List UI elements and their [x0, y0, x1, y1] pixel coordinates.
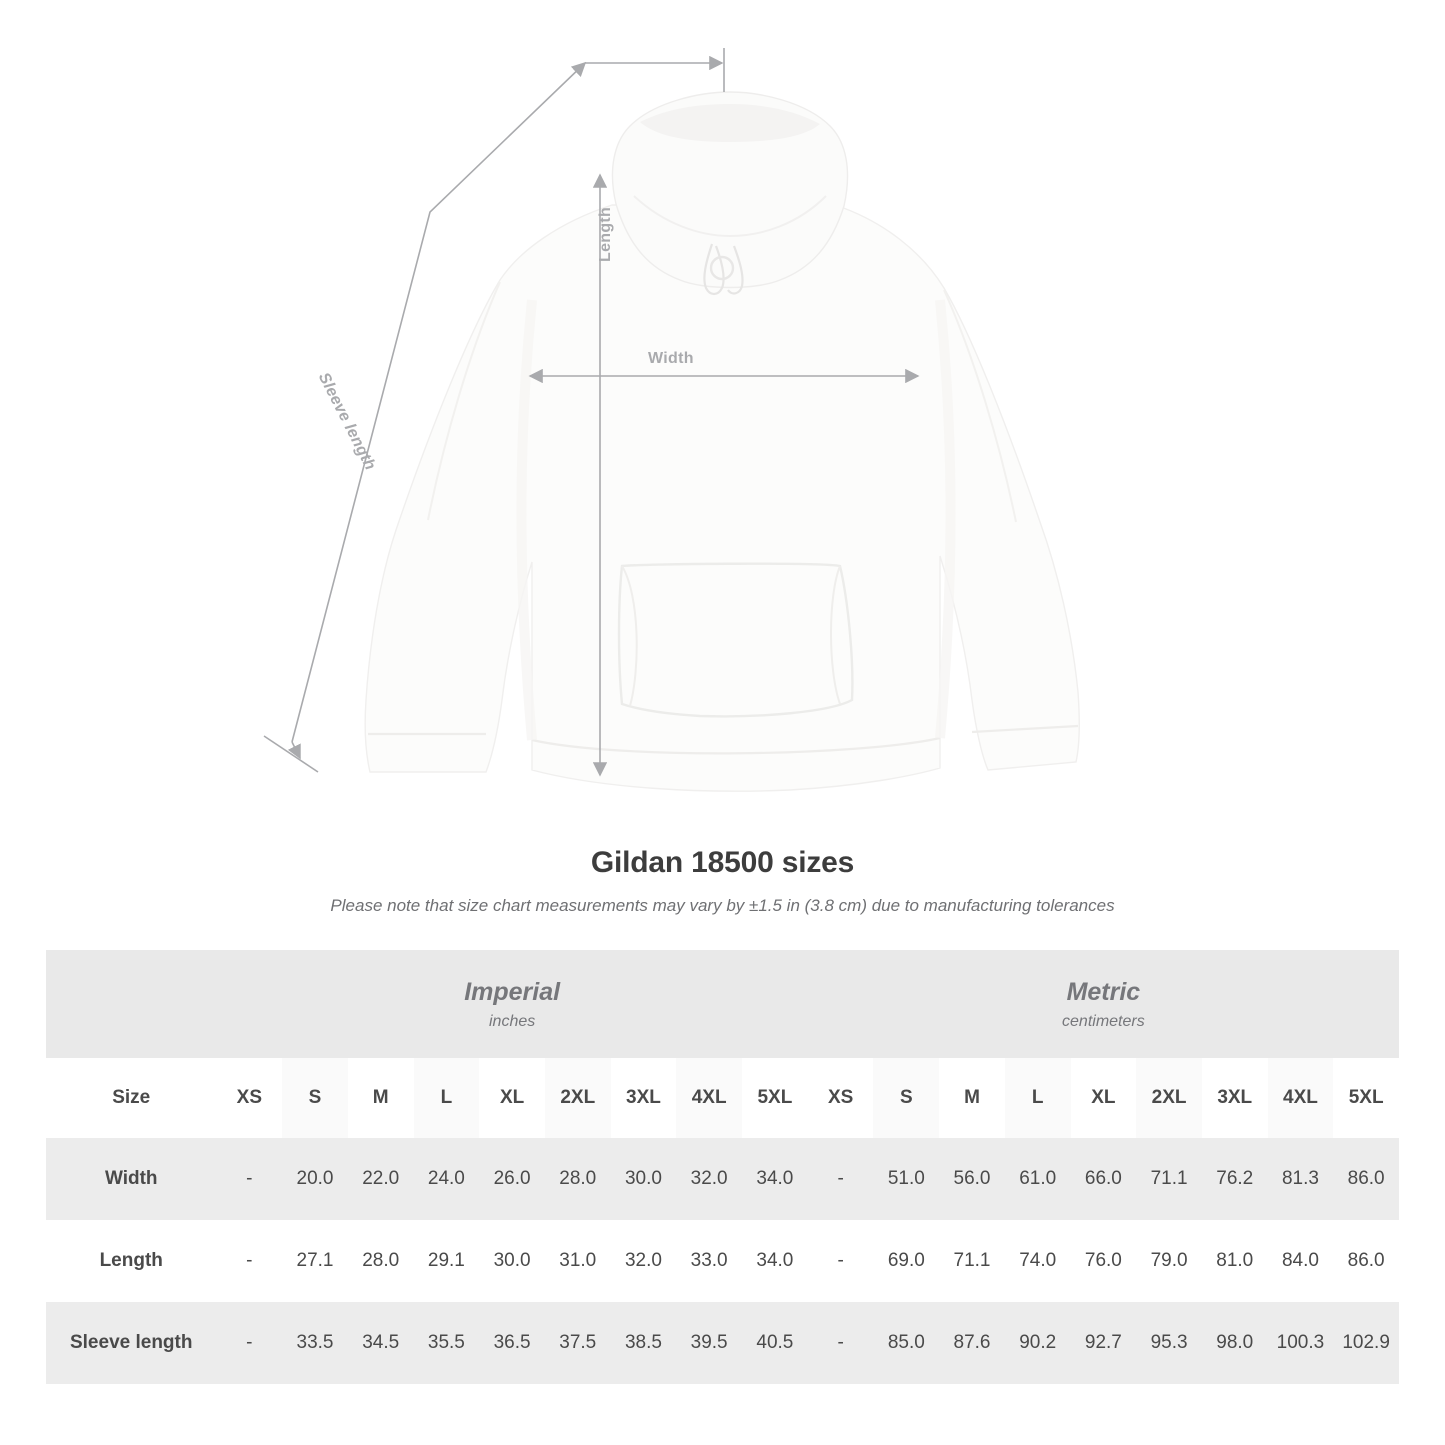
size-header-metric-4: XL	[1071, 1058, 1137, 1138]
size-table	[46, 950, 1399, 1384]
cell-length-imperial-8: 34.0	[742, 1220, 808, 1302]
cell-length-metric-0: -	[808, 1220, 874, 1302]
size-header-metric-7: 4XL	[1283, 1087, 1318, 1108]
cell-sleeve-metric-6: 98.0	[1202, 1302, 1268, 1384]
cell-width-imperial-1: 20.0	[282, 1138, 348, 1220]
cell-sleeve-metric-5: 95.3	[1136, 1302, 1202, 1384]
column-header-row	[46, 1058, 1399, 1138]
cell-length-metric-4: 76.0	[1071, 1220, 1137, 1302]
size-header-metric-6: 3XL	[1202, 1058, 1268, 1138]
size-header-imperial-1: S	[308, 1087, 322, 1108]
cell-length-metric-8: 86.0	[1333, 1220, 1399, 1302]
cell-length-metric-1: 69.0	[873, 1220, 939, 1302]
cell-width-metric-1: 51.0	[873, 1138, 939, 1220]
size-header-metric-5: 2XL	[1151, 1087, 1187, 1108]
unit-metric-cell	[808, 950, 1399, 1058]
width-label: Width	[648, 350, 694, 367]
cell-length-metric-5: 79.0	[1136, 1220, 1202, 1302]
size-header-imperial-8: 5XL	[742, 1058, 808, 1138]
table-row	[46, 1220, 1399, 1302]
cell-length-metric-3: 74.0	[1005, 1220, 1071, 1302]
size-header-imperial-0: XS	[216, 1058, 282, 1138]
cell-length-imperial-6: 32.0	[611, 1220, 677, 1302]
size-header-metric-8: 5XL	[1333, 1058, 1399, 1138]
cell-width-metric-6: 76.2	[1202, 1138, 1268, 1220]
row-label-length: Length	[46, 1220, 216, 1302]
cell-sleeve-imperial-3: 35.5	[414, 1302, 480, 1384]
hoodie-shape	[365, 92, 1079, 791]
cell-sleeve-imperial-1: 33.5	[282, 1302, 348, 1384]
unit-header-row	[46, 950, 1399, 1058]
tolerance-note: Please note that size chart measurements may vary by ±1.5 in (3.8 cm) due to manufacturing tolerances	[330, 896, 1115, 915]
size-header-imperial-6: 3XL	[611, 1058, 677, 1138]
unit-imperial-name: Imperial	[464, 978, 561, 1007]
cell-width-metric-8: 86.0	[1333, 1138, 1399, 1220]
cell-width-imperial-3: 24.0	[414, 1138, 480, 1220]
size-header-metric-0: XS	[808, 1058, 874, 1138]
unit-metric-name: Metric	[1066, 978, 1141, 1007]
cell-sleeve-imperial-2: 34.5	[348, 1302, 414, 1384]
cell-width-metric-3: 61.0	[1005, 1138, 1071, 1220]
cell-width-imperial-0: -	[216, 1138, 282, 1220]
cell-length-imperial-5: 31.0	[545, 1220, 611, 1302]
cell-sleeve-imperial-6: 38.5	[611, 1302, 677, 1384]
cell-width-imperial-7: 32.0	[676, 1138, 742, 1220]
size-header-metric-3: L	[1031, 1087, 1044, 1108]
table-row	[46, 1302, 1399, 1384]
cell-length-imperial-3: 29.1	[414, 1220, 480, 1302]
sleeve-length-label: Sleeve length	[314, 370, 379, 474]
cell-sleeve-metric-0: -	[808, 1302, 874, 1384]
cell-width-imperial-4: 26.0	[479, 1138, 545, 1220]
cell-width-metric-2: 56.0	[939, 1138, 1005, 1220]
cell-length-imperial-2: 28.0	[348, 1220, 414, 1302]
cell-width-metric-4: 66.0	[1071, 1138, 1137, 1220]
unit-spacer-cell	[46, 950, 216, 1058]
cell-width-metric-7: 81.3	[1268, 1138, 1334, 1220]
size-header-metric-1: S	[899, 1087, 913, 1108]
table-row	[46, 1138, 1399, 1220]
cell-sleeve-metric-3: 90.2	[1005, 1302, 1071, 1384]
unit-imperial-sub: inches	[489, 1012, 536, 1030]
cell-length-metric-7: 84.0	[1268, 1220, 1334, 1302]
page-title: Gildan 18500 sizes	[590, 846, 855, 879]
cell-length-imperial-7: 33.0	[676, 1220, 742, 1302]
cell-sleeve-metric-4: 92.7	[1071, 1302, 1137, 1384]
cell-width-metric-0: -	[808, 1138, 874, 1220]
cell-sleeve-imperial-8: 40.5	[742, 1302, 808, 1384]
cell-sleeve-metric-1: 85.0	[873, 1302, 939, 1384]
cell-sleeve-metric-8: 102.9	[1333, 1302, 1399, 1384]
unit-metric-sub: centimeters	[1062, 1012, 1145, 1030]
row-label-width: Width	[46, 1138, 216, 1220]
cell-width-imperial-5: 28.0	[545, 1138, 611, 1220]
title-block	[0, 846, 1445, 916]
size-header-imperial-5: 2XL	[560, 1087, 596, 1108]
cell-length-metric-6: 81.0	[1202, 1220, 1268, 1302]
length-label: Length	[597, 206, 614, 262]
cell-sleeve-imperial-0: -	[216, 1302, 282, 1384]
size-table-wrapper	[0, 950, 1445, 1384]
unit-imperial-cell	[216, 950, 807, 1058]
size-header-imperial-7: 4XL	[691, 1087, 727, 1108]
size-header-metric-2: M	[939, 1058, 1005, 1138]
cell-length-imperial-1: 27.1	[282, 1220, 348, 1302]
size-header-cell: Size	[46, 1058, 216, 1138]
row-label-sleeve-length: Sleeve length	[46, 1302, 216, 1384]
cell-sleeve-metric-2: 87.6	[939, 1302, 1005, 1384]
cell-width-imperial-8: 34.0	[742, 1138, 808, 1220]
cell-length-metric-2: 71.1	[939, 1220, 1005, 1302]
cell-sleeve-imperial-4: 36.5	[479, 1302, 545, 1384]
cell-width-imperial-6: 30.0	[611, 1138, 677, 1220]
size-header-imperial-4: XL	[479, 1058, 545, 1138]
size-header-imperial-3: L	[440, 1087, 453, 1108]
size-header-imperial-2: M	[348, 1058, 414, 1138]
cell-sleeve-metric-7: 100.3	[1268, 1302, 1334, 1384]
cell-sleeve-imperial-7: 39.5	[676, 1302, 742, 1384]
cell-length-imperial-0: -	[216, 1220, 282, 1302]
cell-width-metric-5: 71.1	[1136, 1138, 1202, 1220]
cell-width-imperial-2: 22.0	[348, 1138, 414, 1220]
cell-sleeve-imperial-5: 37.5	[545, 1302, 611, 1384]
cell-length-imperial-4: 30.0	[479, 1220, 545, 1302]
